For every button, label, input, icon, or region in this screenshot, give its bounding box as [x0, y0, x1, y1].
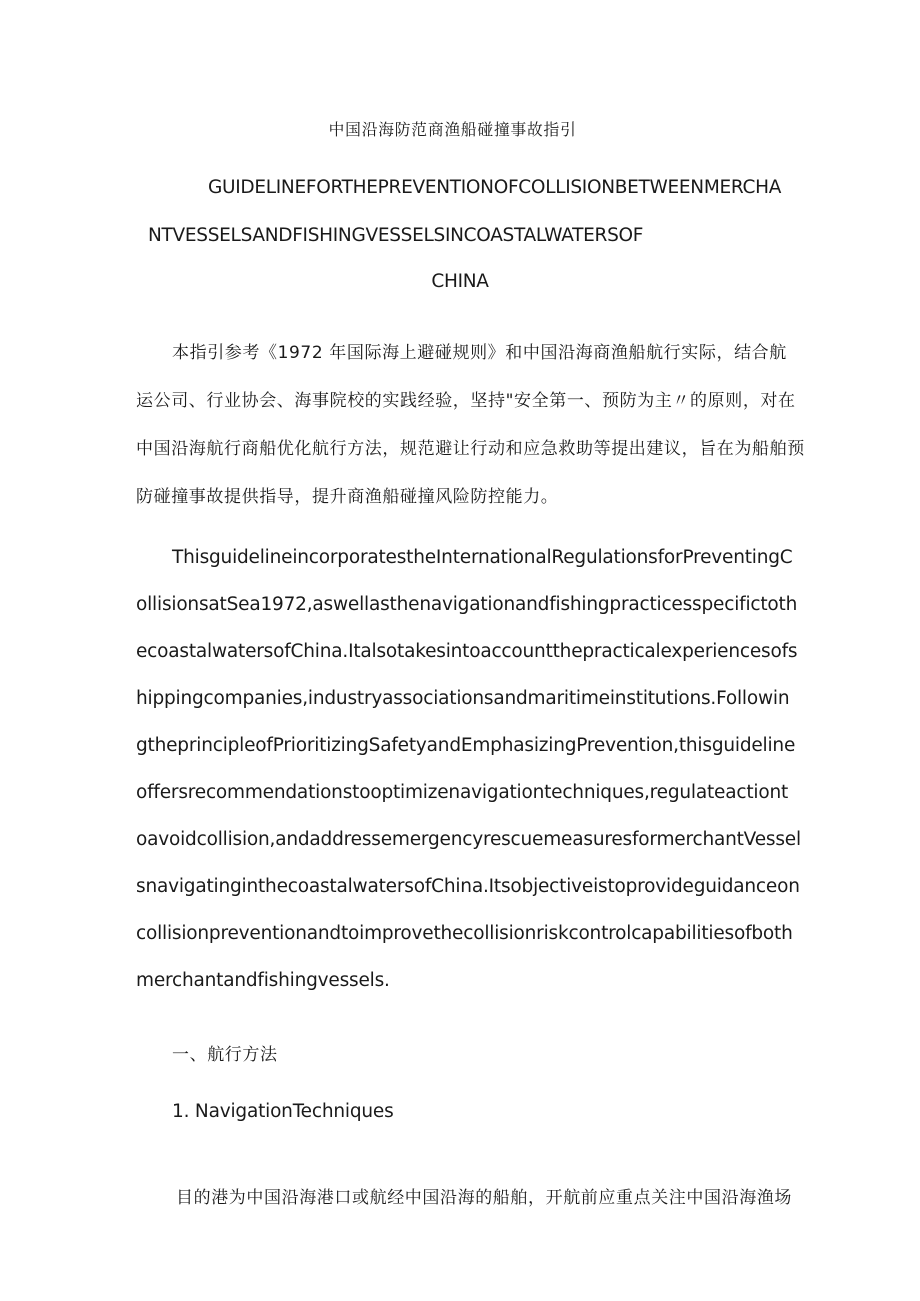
intro-en-line-3: ecoastalwatersofChina.Italsotakesintoaccountthepracticalexperiencesofs: [136, 641, 798, 662]
intro-en-line-9: collisionpreventionandtoimprovethecollisionriskcontrolcapabilitiesofboth: [136, 923, 793, 944]
intro-en-line-8: snavigatinginthecoastalwatersofChina.Itsobjectiveistoprovideguidanceon: [136, 876, 800, 897]
intro-en-line-1: ThisguidelineincorporatestheInternationalRegulationsforPreventingC: [172, 547, 793, 568]
intro-en-line-4: hippingcompanies,industryassociationsandmaritimeinstitutions.Followin: [136, 688, 790, 709]
intro-en-line-6: offersrecommendationstooptimizenavigationtechniques,regulateactiont: [136, 782, 789, 803]
intro-zh-line-4: 防碰撞事故提供指导，提升商渔船碰撞风险防控能力。: [136, 487, 559, 507]
intro-en-line-2: ollisionsatSea1972,aswellasthenavigationandfishingpracticesspecifictoth: [136, 594, 798, 615]
section1-body-zh-line-1: 目的港为中国沿海港口或航经中国沿海的船舶，开航前应重点关注中国沿海渔场: [176, 1188, 792, 1208]
section1-heading-en: 1. NavigationTechniques: [172, 1101, 394, 1122]
title-zh: 中国沿海防范商渔船碰撞事故指引: [328, 120, 577, 139]
intro-en-line-10: merchantandfishingvessels.: [136, 970, 390, 991]
intro-zh-line-3: 中国沿海航行商船优化航行方法，规范避让行动和应急救助等提出建议，旨在为船舶预: [136, 439, 805, 459]
intro-zh-line-1: 本指引参考《1972 年国际海上避碰规则》和中国沿海商渔船航行实际，结合航: [172, 343, 787, 363]
intro-zh-line-2: 运公司、行业协会、海事院校的实践经验，坚持"安全第一、预防为主〃的原则，对在: [136, 391, 796, 411]
title-en-line-2: NTVESSELSANDFISHINGVESSELSINCOASTALWATERSOF: [148, 225, 644, 246]
intro-en-line-7: oavoidcollision,andaddressemergencyrescuemeasuresformerchantVessel: [136, 829, 801, 850]
section1-heading-zh: 一、航行方法: [172, 1045, 278, 1065]
title-en-line-3: CHINA: [431, 271, 489, 292]
title-en-line-1: GUIDELINEFORTHEPREVENTIONOFCOLLISIONBETWEENMERCHA: [208, 177, 782, 198]
intro-en-line-5: gtheprincipleofPrioritizingSafetyandEmphasizingPrevention,thisguideline: [136, 735, 796, 756]
